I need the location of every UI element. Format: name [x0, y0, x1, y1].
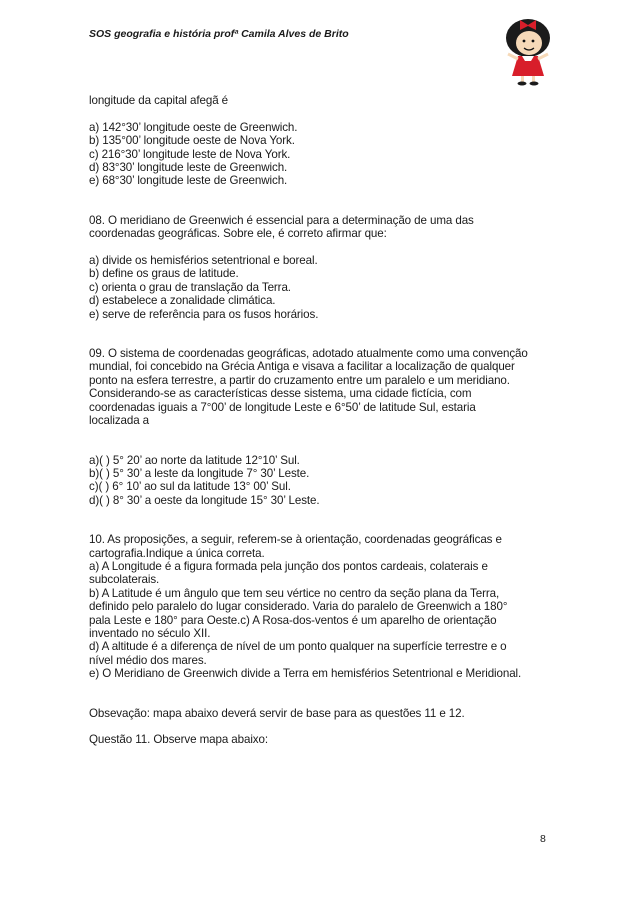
q10-line: e) O Meridiano de Greenwich divide a Terra em hemisférios Setentrional e Meridional.	[89, 667, 522, 681]
q7-option-d: d) 83°30’ longitude leste de Greenwich.	[89, 161, 288, 175]
q10-line: d) A altitude é a diferença de nível de um ponto qualquer na superfície terrestre e o	[89, 640, 507, 654]
q8-option-d: d) estabelece a zonalidade climática.	[89, 294, 276, 308]
page-number: 8	[540, 833, 546, 845]
q7-option-c: c) 216°30’ longitude leste de Nova York.	[89, 147, 291, 161]
q9-stem-line: localizada a	[89, 414, 150, 428]
q10-line: definido pelo paralelo do lugar considerado. Varia do paralelo de Greenwich a 180°	[89, 600, 508, 614]
q7-option-e: e) 68°30’ longitude leste de Greenwich.	[89, 174, 288, 188]
q10-line: b) A Latitude é um ângulo que tem seu vértice no centro da seção plana da Terra,	[89, 586, 500, 600]
q9-stem-line: 09. O sistema de coordenadas geográficas, adotado atualmente como uma convenção	[89, 347, 528, 361]
q7-option-a: a) 142°30’ longitude oeste de Greenwich.	[89, 120, 298, 134]
q10-line: a) A Longitude é a figura formada pela junção dos pontos cardeais, colaterais e	[89, 559, 488, 573]
q8-option-e: e) serve de referência para os fusos horários.	[89, 307, 319, 321]
q9-option-b: b)( ) 5° 30’ a leste da longitude 7° 30’ Leste.	[89, 466, 310, 480]
q9-stem-line: Considerando-se as características desse sistema, uma cidade fictícia, com	[89, 387, 472, 401]
q7-option-b: b) 135°00’ longitude oeste de Nova York.	[89, 134, 295, 148]
q7-intro: longitude da capital afegã é	[89, 94, 229, 107]
q10-line: inventado no século XII.	[89, 626, 211, 640]
q9-stem-line: coordenadas iguais a 7°00’ de longitude Leste e 6°50’ de latitude Sul, estaria	[89, 400, 476, 414]
q8-option-b: b) define os graus de latitude.	[89, 267, 239, 281]
map-note: Obsevação: mapa abaixo deverá servir de base para as questões 11 e 12.	[89, 706, 465, 720]
q8-stem-line: coordenadas geográficas. Sobre ele, é correto afirmar que:	[89, 227, 387, 241]
q8-option-c: c) orienta o grau de translação da Terra.	[89, 280, 291, 294]
q10-line: 10. As proposições, a seguir, referem-se à orientação, coordenadas geográficas e	[89, 533, 502, 547]
q11-stem: Questão 11. Observe mapa abaixo:	[89, 733, 268, 747]
q9-option-a: a)( ) 5° 20’ ao norte da latitude 12°10’ Sul.	[89, 453, 300, 467]
q9-option-d: d)( ) 8° 30’ a oeste da longitude 15° 30’ Leste.	[89, 493, 320, 507]
cartoon-girl-mascot-icon	[500, 14, 556, 86]
q10-line: subcolaterais.	[89, 573, 160, 587]
q9-stem-line: ponto na esfera terrestre, a partir do cruzamento entre um paralelo e um meridiano.	[89, 373, 510, 387]
q10-line: pala Leste e 180° para Oeste.c) A Rosa-dos-ventos é um aparelho de orientação	[89, 613, 497, 627]
q9-stem-line: mundial, foi concebido na Grécia Antiga e visava a facilitar a localização de qualquer	[89, 360, 515, 374]
q8-option-a: a) divide os hemisférios setentrional e boreal.	[89, 254, 318, 268]
q10-line: nível médio dos mares.	[89, 653, 207, 667]
q8-stem-line: 08. O meridiano de Greenwich é essencial para a determinação de uma das	[89, 213, 474, 227]
document-body	[89, 94, 549, 747]
q9-option-c: c)( ) 6° 10’ ao sul da latitude 13° 00’ Sul.	[89, 480, 291, 494]
q10-line: cartografia.Indique a única correta.	[89, 546, 265, 560]
document-header: SOS geografia e história profª Camila Alves de Brito	[89, 28, 349, 40]
